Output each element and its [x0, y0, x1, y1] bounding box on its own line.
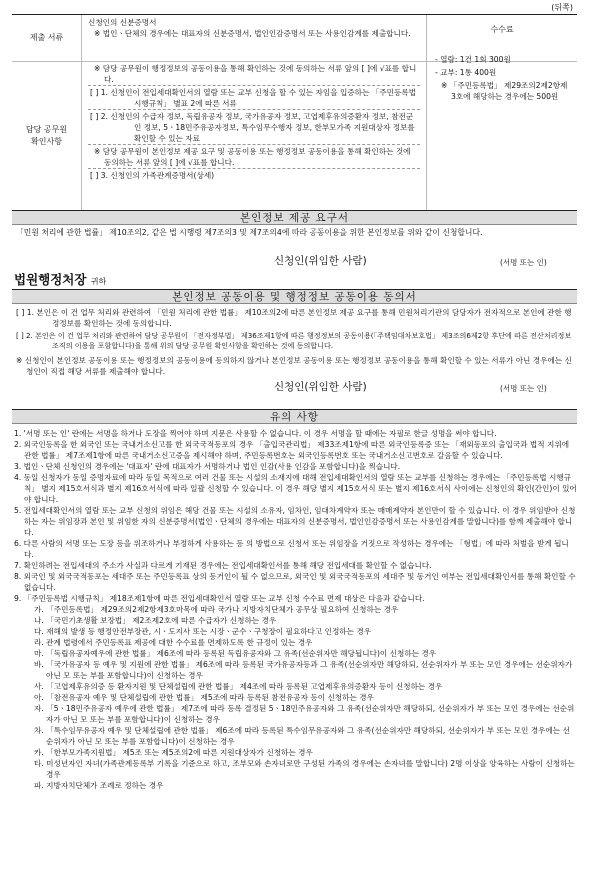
- request-text: 「민원 처리에 관한 법률」 제10조의2, 같은 법 시행령 제7조의3 및 제7조의4에 따라 공동이용을 위한 본인정보를 위와 같이 신청합니다.: [16, 228, 483, 237]
- fee-cell: [427, 20, 577, 210]
- fee-line-2: - 교부: 1통 400원: [435, 67, 497, 77]
- recipient-org: [14, 271, 106, 289]
- note-subitem: 타. 미성년자인 자녀(가족관계등록부 기록을 기준으로 하고, 조부모와 손자녀로만 구성된 가족의 경우에는 손자녀를 말합니다) 2명 이상을 양육하는 사람이 신청하는 경우: [34, 759, 575, 779]
- submission-content: [82, 15, 427, 61]
- submission-line-1: 신청인의 신분증명서: [88, 18, 157, 27]
- consent-title: 본인정보 공동이용 및 행정정보 공동이용 동의서: [12, 289, 577, 304]
- fee-line-1: - 열람: 1건 1회 300원: [435, 54, 511, 64]
- submission-label: 제출 서류: [12, 15, 82, 61]
- consent-item-1[interactable]: [ ] 1. 본인은 이 건 업무 처리와 관련하여 「민원 처리에 관한 법률」 제10조의2에 따른 본인정보 제공 요구를 통해 민원처리기관의 담당자가 전자적으로 본인에 관한 행정정보를 확인하는 것에 동의합니다.: [16, 308, 572, 328]
- note-subitem: 라. 관계 법령에서 주민등록표 제공에 대한 수수료를 면제하도록 한 규정이 있는 경우: [34, 638, 313, 647]
- note-item: 5. 전입세대확인서의 열람 또는 교부 신청의 위임은 해당 건물 또는 시설의 소유자, 임차인, 임대차계약자 또는 매매계약자 본인만이 할 수 있습니다. 이 경우 위임받아 신청하는 자는 위임장과 본인 및 위임한 자의 신분증명서(법인ㆍ단체의 경우에는 대표자의 신분증명서, 법인인감증명서 또는 사용인감계를 말합니다)를 함께 제출해야 합니다.: [14, 506, 576, 537]
- request-title: 본인정보 제공 요구서: [12, 210, 577, 225]
- note-subitem: 아. 「참전유공자 예우 및 단체설립에 관한 법률」 제5조에 따라 등록된 참전유공자 등이 신청하는 경우: [34, 693, 374, 702]
- official-line-1: ※ 담당 공무원이 행정정보의 공동이용을 통해 확인하는 것에 동의하는 서류 앞의 [ ]에 √표를 합니다.: [94, 64, 417, 84]
- note-subitem: 나. 「국민기초생활 보장법」 제2조제2호에 따른 수급자가 신청하는 경우: [34, 616, 277, 625]
- note-item: 2. 외국인등록을 한 외국인 또는 국내거소신고를 한 외국국적동포의 경우 「출입국관리법」 제33조제1항에 따른 외국인등록증 또는 「재외동포의 출입국과 법적 지위에 관한 법률」 제7조제1항에 따른 국내거소신고증을 제시해야 하며, 주민등록번호는 외국인등록번호 또는 국내거소신고번호로 갈음할 수 있습니다.: [14, 440, 570, 460]
- note-item: 9. 「주민등록법 시행규칙」 제18조제1항에 따른 전입세대확인서 열람 또는 교부 신청 수수료 면제 대상은 다음과 같습니다.: [14, 594, 425, 603]
- note-subitem: 마. 「독립유공자예우에 관한 법률」 제6조에 따라 등록된 독립유공자와 그 유족(선순위자만 해당됩니다)이 신청하는 경우: [34, 649, 437, 658]
- note-item: 8. 외국인 및 외국국적동포는 세대주 또는 주민등록표 상의 동거인이 될 수 없으므로, 외국인 및 외국국적동포의 세대주 및 동거인 여부는 전입세대확인서를 통해 확인할 수 없습니다.: [14, 572, 576, 592]
- consent-note: ※ 신청인이 본인정보 공동이용 또는 행정정보의 공동이용에 동의하지 않거나 본인정보 공동이용 또는 행정정보 공동이용을 통해 확인할 수 있는 서류가 아닌 경우에는 신청인이 직접 해당 서류를 제출해야 합니다.: [16, 356, 572, 376]
- request-signer: 신청인(위임한 사람): [274, 255, 367, 267]
- note-item: 1. '서명 또는 인' 란에는 서명을 하거나 도장을 찍어야 하며 지문은 사용할 수 없습니다. 이 경우 서명을 할 때에는 자필로 한글 성명을 써야 합니다.: [14, 429, 497, 438]
- requirements-table: [12, 14, 577, 211]
- note-subitem: 바. 「국가유공자 등 예우 및 지원에 관한 법률」 제6조에 따라 등록된 국가유공자등과 그 유족(선순위자만 해당하되, 선순위자가 부 또는 모인 경우에는 선순위자가 아닌 모 또는 부를 포함합니다)이 신청하는 경우: [34, 660, 573, 680]
- note-subitem: 차. 「특수임무유공자 예우 및 단체설립에 관한 법률」 제6조에 따라 등록된 특수임무유공자와 그 유족(선순위자만 해당하되, 선순위자가 부 또는 모인 경우에는 선순위자가 아닌 모 또는 부를 포함합니다)이 신청하는 경우: [34, 726, 570, 746]
- recipient-org-name: 법원행정처장: [14, 272, 87, 287]
- note-subitem: 카. 「한부모가족지원법」 제5조 또는 제5조의2에 따른 지원대상자가 신청하는 경우: [34, 748, 313, 757]
- back-page-label: (뒤쪽): [551, 3, 573, 12]
- official-label: 담당 공무원 확인사항: [12, 62, 82, 210]
- official-item-1[interactable]: [ ] 1. 신청인이 전입세대확인서의 열람 또는 교부 신청을 할 수 있는 자임을 입증하는 「주민등록법 시행규칙」 별표 2에 따른 서류: [88, 85, 420, 109]
- request-sign-note[interactable]: (서명 또는 인): [500, 258, 547, 267]
- consent-sign-note[interactable]: (서명 또는 인): [500, 384, 547, 393]
- note-subitem: 자. 「5ㆍ18민주유공자 예우에 관한 법률」 제7조에 따라 등록 결정된 5ㆍ18민주유공자와 그 유족(선순위자만 해당하되, 선순위자가 부 또는 모인 경우에는 선순위자가 아닌 모 또는 부를 포함합니다)이 신청하는 경우: [34, 704, 575, 724]
- official-item-3[interactable]: [ ] 3. 신청인의 가족관계증명서(상세): [88, 168, 420, 181]
- note-subitem: 사. 「고엽제후유의증 등 환자지원 및 단체설립에 관한 법률」 제4조에 따라 등록된 고엽제후유의증환자 등이 신청하는 경우: [34, 682, 443, 691]
- submission-line-2: ※ 법인ㆍ단체의 경우에는 대표자의 신분증명서, 법인인감증명서 또는 사용인감계를 제출합니다.: [94, 29, 411, 38]
- consent-item-2[interactable]: [ ] 2. 본인은 이 건 업무 처리와 관련하여 담당 공무원이 「전자정부법」 제36조제1항에 따른 행정정보의 공동이용(「주택임대차보호법」 제3조의6제2항 후단에 따른 전산처리정보조직의 이용을 포함합니다)을 통해 위의 담당 공무원 확인사항을 확인하는 것에 동의합니다.: [16, 331, 572, 351]
- note-subitem: 다. 재해의 발생 등 행정안전부장관, 시ㆍ도지사 또는 시장ㆍ군수ㆍ구청장이 필요하다고 인정하는 경우: [34, 627, 372, 636]
- note-subitem: 가. 「주민등록법」 제29조의2제2항제3호마목에 따라 국가나 지방자치단체가 공무상 필요하여 신청하는 경우: [34, 605, 399, 614]
- notes-title: 유의 사항: [12, 409, 577, 424]
- note-item: 7. 확인하려는 전입세대의 주소가 사실과 다르게 기재된 경우에는 전입세대확인서를 통해 해당 전입세대를 확인할 수 없습니다.: [14, 561, 432, 570]
- consent-signer: 신청인(위임한 사람): [274, 381, 367, 393]
- note-item: 6. 다른 사람의 서명 또는 도장 등을 위조하거나 부정하게 사용하는 등 의 방법으로 신청서 또는 위임장을 거짓으로 작성하는 경우에는 「형법」에 따라 처벌을 받게 됩니다.: [14, 539, 569, 559]
- official-content: [82, 62, 427, 210]
- note-subitem: 파. 지방자치단체가 조례로 정하는 경우: [34, 781, 164, 790]
- official-line-2: ※ 담당 공무원이 본인정보 제공 요구 및 공동이용 또는 행정정보 공동이용을 통해 확인하는 것에 동의하는 서류 앞의 [ ]에 √표를 합니다.: [88, 144, 420, 168]
- fee-line-3: ※ 「주민등록법」 제29조의2제2항제3호에 해당하는 경우에는 500원: [441, 80, 568, 101]
- fee-title: 수수료: [490, 25, 514, 34]
- note-item: 4. 동일 신청자가 동일 증명자료에 따라 동일 목적으로 여러 건물 또는 시설의 소재지에 대해 전입세대확인서의 열람 또는 교부를 신청하는 경우에는 「주민등록법 시행규칙」 별지 제15호서식과 별지 제16호서식에 따라 일괄 신청할 수 있습니다. 이 경우 해당 별지 제15호서식 또는 별지 제16호서식 사이에는 신청인의 확인(간인)이 있어야 합니다.: [14, 473, 577, 504]
- recipient-org-suffix: 귀하: [90, 277, 107, 286]
- notes-list: [12, 428, 577, 791]
- form-page: [12, 0, 577, 890]
- note-item: 3. 법인ㆍ단체 신청인의 경우에는 '대표자' 란에 대표자가 서명하거나 법인 인감(사용 인감을 포함합니다)을 찍습니다.: [14, 462, 401, 471]
- official-item-2[interactable]: [ ] 2. 신청인의 수급자 정보, 독립유공자 정보, 국가유공자 정보, 고엽제후유의증환자 정보, 참전군인 정보, 5ㆍ18민주유공자정보, 특수임무수행자 정보, 한부모가족 지원대상자 정보를 확인할 수 있는 자료: [88, 109, 420, 144]
